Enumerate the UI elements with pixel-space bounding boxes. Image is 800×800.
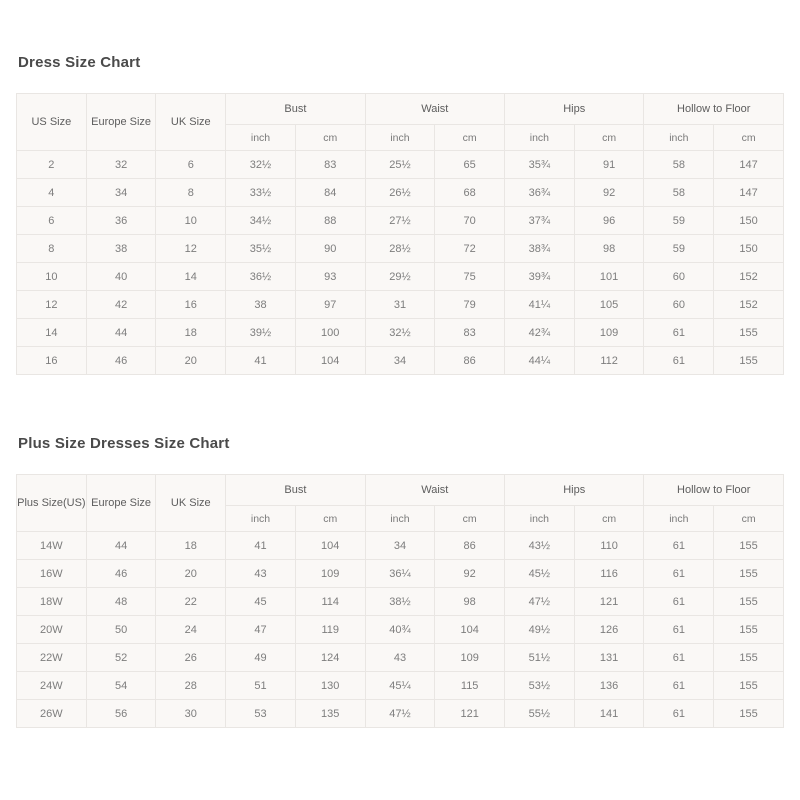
table-cell: 47½ [505,588,575,616]
table-cell: 28½ [365,235,435,263]
table-cell: 130 [295,672,365,700]
table-cell: 47 [226,616,296,644]
table-cell: 33½ [226,179,296,207]
table-cell: 30 [156,700,226,728]
table-cell: 92 [574,179,644,207]
table-cell: 112 [574,347,644,375]
table-cell: 46 [86,560,156,588]
table-cell: 83 [435,319,505,347]
table-cell: 39½ [226,319,296,347]
table-row [17,263,784,291]
unit-waist-inch: inch [365,125,435,151]
table-cell: 32 [86,151,156,179]
table-cell: 43½ [505,532,575,560]
plus-size-chart-table [16,474,784,728]
table-cell: 68 [435,179,505,207]
unit-hips-inch: inch [505,506,575,532]
table-cell: 37¾ [505,207,575,235]
table-cell: 26W [17,700,87,728]
table-cell: 155 [714,319,784,347]
table-cell: 40¾ [365,616,435,644]
table-cell: 83 [295,151,365,179]
table-cell: 86 [435,532,505,560]
unit-waist-cm: cm [435,506,505,532]
table-cell: 46 [86,347,156,375]
table-cell: 105 [574,291,644,319]
table-cell: 39¾ [505,263,575,291]
table-cell: 49 [226,644,296,672]
table-cell: 152 [714,263,784,291]
table-cell: 100 [295,319,365,347]
table-row [17,644,784,672]
table-cell: 6 [156,151,226,179]
table-cell: 18W [17,588,87,616]
table-cell: 34 [365,532,435,560]
table-row [17,291,784,319]
table-cell: 41 [226,532,296,560]
table-header [17,94,784,151]
table-cell: 29½ [365,263,435,291]
table-cell: 8 [17,235,87,263]
table-row [17,151,784,179]
table-cell: 52 [86,644,156,672]
table-cell: 92 [435,560,505,588]
table-cell: 12 [17,291,87,319]
unit-hollow-cm: cm [714,125,784,151]
table-cell: 35½ [226,235,296,263]
table-cell: 72 [435,235,505,263]
table-cell: 61 [644,700,714,728]
table-cell: 38½ [365,588,435,616]
table-cell: 34 [365,347,435,375]
table-cell: 65 [435,151,505,179]
table-cell: 104 [295,532,365,560]
table-cell: 155 [714,588,784,616]
table-cell: 12 [156,235,226,263]
table-row [17,319,784,347]
column-header-uk-size: UK Size [156,475,226,532]
table-cell: 98 [574,235,644,263]
table-cell: 61 [644,347,714,375]
table-cell: 41¼ [505,291,575,319]
column-header-bust: Bust [226,475,365,506]
column-header-europe-size: Europe Size [86,94,156,151]
table-cell: 14 [17,319,87,347]
table-cell: 58 [644,151,714,179]
table-cell: 61 [644,560,714,588]
table-cell: 109 [295,560,365,588]
table-cell: 48 [86,588,156,616]
table-cell: 155 [714,644,784,672]
table-cell: 44 [86,319,156,347]
table-row [17,179,784,207]
table-cell: 18 [156,532,226,560]
column-header-europe-size: Europe Size [86,475,156,532]
table-cell: 14W [17,532,87,560]
unit-hollow-cm: cm [714,506,784,532]
table-cell: 38 [86,235,156,263]
table-row [17,616,784,644]
table-cell: 10 [17,263,87,291]
table-cell: 10 [156,207,226,235]
table-cell: 96 [574,207,644,235]
table-row [17,235,784,263]
table-cell: 42 [86,291,156,319]
table-cell: 16 [17,347,87,375]
table-cell: 93 [295,263,365,291]
table-cell: 41 [226,347,296,375]
table-cell: 40 [86,263,156,291]
page-title-plus-size-chart: Plus Size Dresses Size Chart [18,435,230,452]
table-cell: 47½ [365,700,435,728]
table-cell: 86 [435,347,505,375]
unit-bust-cm: cm [295,506,365,532]
table-cell: 109 [574,319,644,347]
table-cell: 61 [644,588,714,616]
table-cell: 131 [574,644,644,672]
table-cell: 136 [574,672,644,700]
table-row [17,672,784,700]
table-cell: 79 [435,291,505,319]
table-cell: 98 [435,588,505,616]
table-cell: 91 [574,151,644,179]
table-cell: 22 [156,588,226,616]
table-cell: 124 [295,644,365,672]
table-cell: 45¼ [365,672,435,700]
unit-hollow-inch: inch [644,125,714,151]
table-cell: 155 [714,560,784,588]
table-cell: 61 [644,672,714,700]
table-cell: 18 [156,319,226,347]
table-cell: 155 [714,700,784,728]
table-cell: 20 [156,560,226,588]
table-cell: 147 [714,151,784,179]
table-cell: 34 [86,179,156,207]
page-title-dress-size-chart: Dress Size Chart [18,54,141,71]
table-cell: 2 [17,151,87,179]
table-cell: 60 [644,263,714,291]
table-cell: 155 [714,616,784,644]
table-cell: 45½ [505,560,575,588]
table-cell: 101 [574,263,644,291]
unit-waist-inch: inch [365,506,435,532]
table-row [17,207,784,235]
dress-size-chart-table [16,93,784,375]
table-cell: 53 [226,700,296,728]
table-cell: 114 [295,588,365,616]
table-cell: 16 [156,291,226,319]
table-cell: 104 [295,347,365,375]
table-cell: 155 [714,532,784,560]
table-header [17,475,784,532]
table-cell: 61 [644,319,714,347]
table-row [17,700,784,728]
table-cell: 97 [295,291,365,319]
unit-hollow-inch: inch [644,506,714,532]
table-cell: 110 [574,532,644,560]
table-cell: 59 [644,207,714,235]
table-cell: 51½ [505,644,575,672]
column-header-hips: Hips [505,94,644,125]
table-cell: 24W [17,672,87,700]
table-cell: 56 [86,700,156,728]
table-cell: 32½ [226,151,296,179]
table-cell: 152 [714,291,784,319]
table-header-row [17,475,784,506]
table-cell: 26 [156,644,226,672]
table-cell: 22W [17,644,87,672]
table-cell: 116 [574,560,644,588]
table-cell: 38¾ [505,235,575,263]
table-cell: 147 [714,179,784,207]
table-cell: 49½ [505,616,575,644]
unit-bust-inch: inch [226,125,296,151]
table-row [17,588,784,616]
table-row [17,560,784,588]
table-cell: 150 [714,207,784,235]
table-body [17,151,784,375]
table-cell: 28 [156,672,226,700]
table-cell: 50 [86,616,156,644]
table-cell: 61 [644,532,714,560]
table-cell: 109 [435,644,505,672]
table-cell: 36 [86,207,156,235]
table-cell: 36½ [226,263,296,291]
column-header-us-size: US Size [17,94,87,151]
table-cell: 150 [714,235,784,263]
table-cell: 60 [644,291,714,319]
column-header-plus-size-us: Plus Size(US) [17,475,87,532]
table-cell: 84 [295,179,365,207]
table-cell: 90 [295,235,365,263]
table-cell: 44¼ [505,347,575,375]
table-cell: 16W [17,560,87,588]
table-cell: 8 [156,179,226,207]
table-row [17,532,784,560]
unit-hips-inch: inch [505,125,575,151]
table-cell: 44 [86,532,156,560]
table-cell: 45 [226,588,296,616]
table-cell: 34½ [226,207,296,235]
table-cell: 121 [574,588,644,616]
table-cell: 35¾ [505,151,575,179]
table-cell: 54 [86,672,156,700]
column-header-bust: Bust [226,94,365,125]
table-body [17,532,784,728]
table-cell: 27½ [365,207,435,235]
table-cell: 32½ [365,319,435,347]
table-cell: 119 [295,616,365,644]
column-header-hollow-to-floor: Hollow to Floor [644,94,784,125]
unit-bust-cm: cm [295,125,365,151]
table-cell: 55½ [505,700,575,728]
table-cell: 155 [714,347,784,375]
unit-hips-cm: cm [574,125,644,151]
unit-waist-cm: cm [435,125,505,151]
table-cell: 36¼ [365,560,435,588]
unit-hips-cm: cm [574,506,644,532]
table-cell: 38 [226,291,296,319]
table-cell: 141 [574,700,644,728]
table-cell: 14 [156,263,226,291]
table-cell: 61 [644,616,714,644]
table-cell: 59 [644,235,714,263]
table-cell: 58 [644,179,714,207]
table-cell: 26½ [365,179,435,207]
table-cell: 43 [226,560,296,588]
unit-bust-inch: inch [226,506,296,532]
table-cell: 115 [435,672,505,700]
table-cell: 25½ [365,151,435,179]
table-cell: 53½ [505,672,575,700]
table-cell: 70 [435,207,505,235]
column-header-uk-size: UK Size [156,94,226,151]
table-cell: 20 [156,347,226,375]
table-header-row [17,94,784,125]
table-cell: 42¾ [505,319,575,347]
column-header-hollow-to-floor: Hollow to Floor [644,475,784,506]
table-cell: 104 [435,616,505,644]
table-cell: 4 [17,179,87,207]
table-row [17,347,784,375]
table-cell: 51 [226,672,296,700]
table-cell: 43 [365,644,435,672]
column-header-hips: Hips [505,475,644,506]
table-cell: 155 [714,672,784,700]
table-cell: 88 [295,207,365,235]
column-header-waist: Waist [365,475,504,506]
table-cell: 121 [435,700,505,728]
table-cell: 36¾ [505,179,575,207]
table-cell: 61 [644,644,714,672]
table-cell: 24 [156,616,226,644]
table-cell: 126 [574,616,644,644]
column-header-waist: Waist [365,94,504,125]
table-cell: 31 [365,291,435,319]
table-cell: 135 [295,700,365,728]
table-cell: 6 [17,207,87,235]
table-cell: 20W [17,616,87,644]
table-cell: 75 [435,263,505,291]
